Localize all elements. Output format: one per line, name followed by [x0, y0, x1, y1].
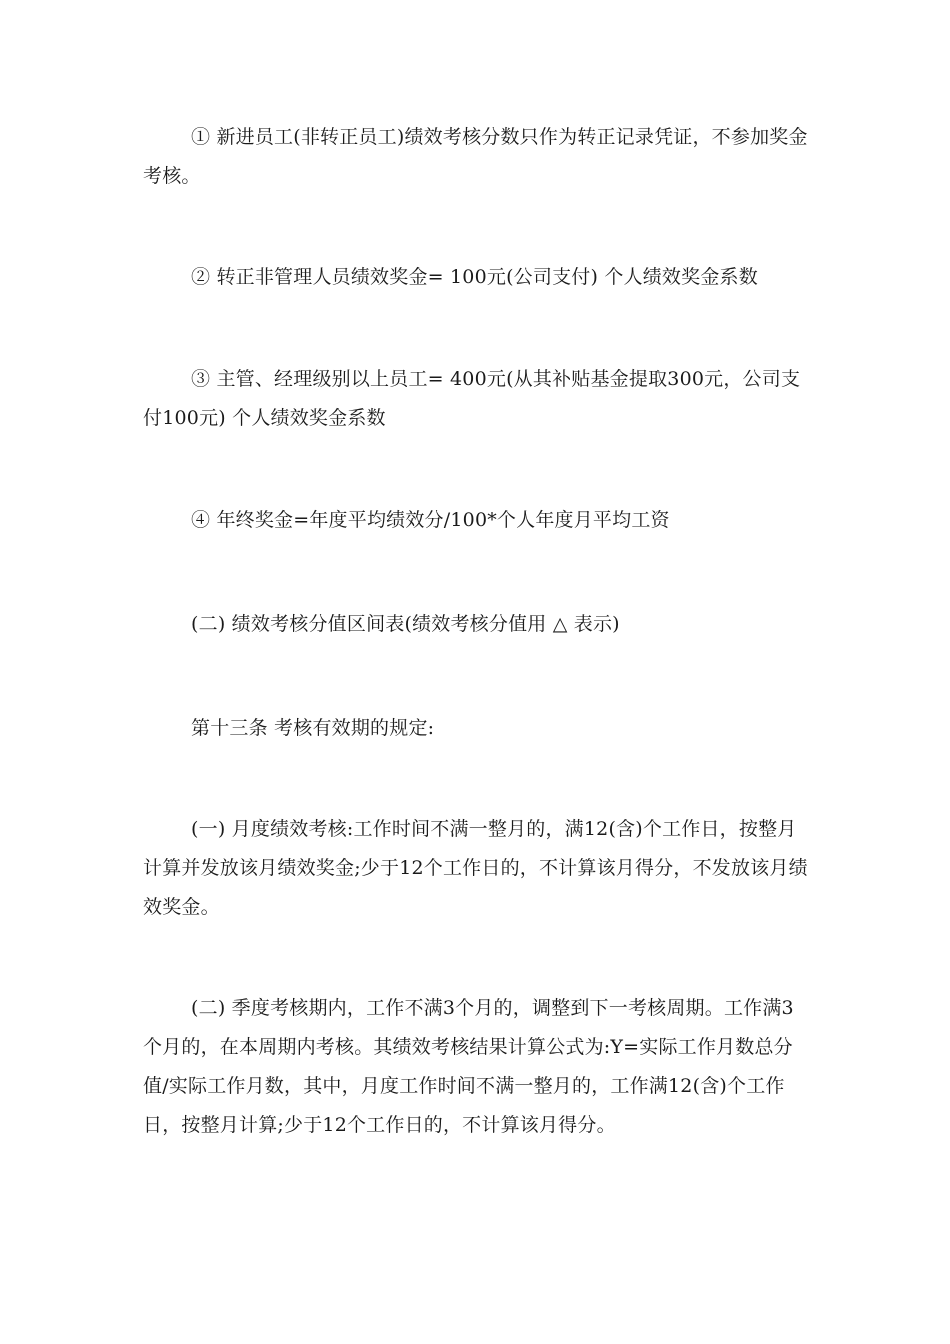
paragraph-manager-bonus: ③ 主管、经理级别以上员工= 400元(从其补贴基金提取300元，公司支付100元) 个人绩效奖金系数 [143, 368, 801, 429]
paragraph-monthly-assessment: (一) 月度绩效考核:工作时间不满一整月的，满12(含)个工作日，按整月计算并发放该月绩效奖金;少于12个工作日的，不计算该月得分，不发放该月绩效奖金。 [143, 818, 808, 918]
article-13-heading: 第十三条 考核有效期的规定: [191, 717, 435, 739]
paragraph-new-employee-rule: ① 新进员工(非转正员工)绩效考核分数只作为转正记录凭证，不参加奖金考核。 [143, 126, 808, 187]
paragraph-year-end-bonus: ④ 年终奖金=年度平均绩效分/100*个人年度月平均工资 [191, 509, 670, 531]
paragraph-quarterly-assessment: (二) 季度考核期内，工作不满3个月的，调整到下一考核周期。工作满3个月的，在本周期内考核。其绩效考核结果计算公式为:Y=实际工作月数总分值/实际工作月数，其中，月度工作时间不满一整月的，工作满12(含)个工作日，按整月计算;少于12个工作日的，不计算该月得分。 [143, 997, 794, 1136]
paragraph-regular-staff-bonus: ② 转正非管理人员绩效奖金= 100元(公司支付) 个人绩效奖金系数 [191, 266, 758, 288]
paragraph-score-range-table: (二) 绩效考核分值区间表(绩效考核分值用 △ 表示) [191, 613, 620, 635]
